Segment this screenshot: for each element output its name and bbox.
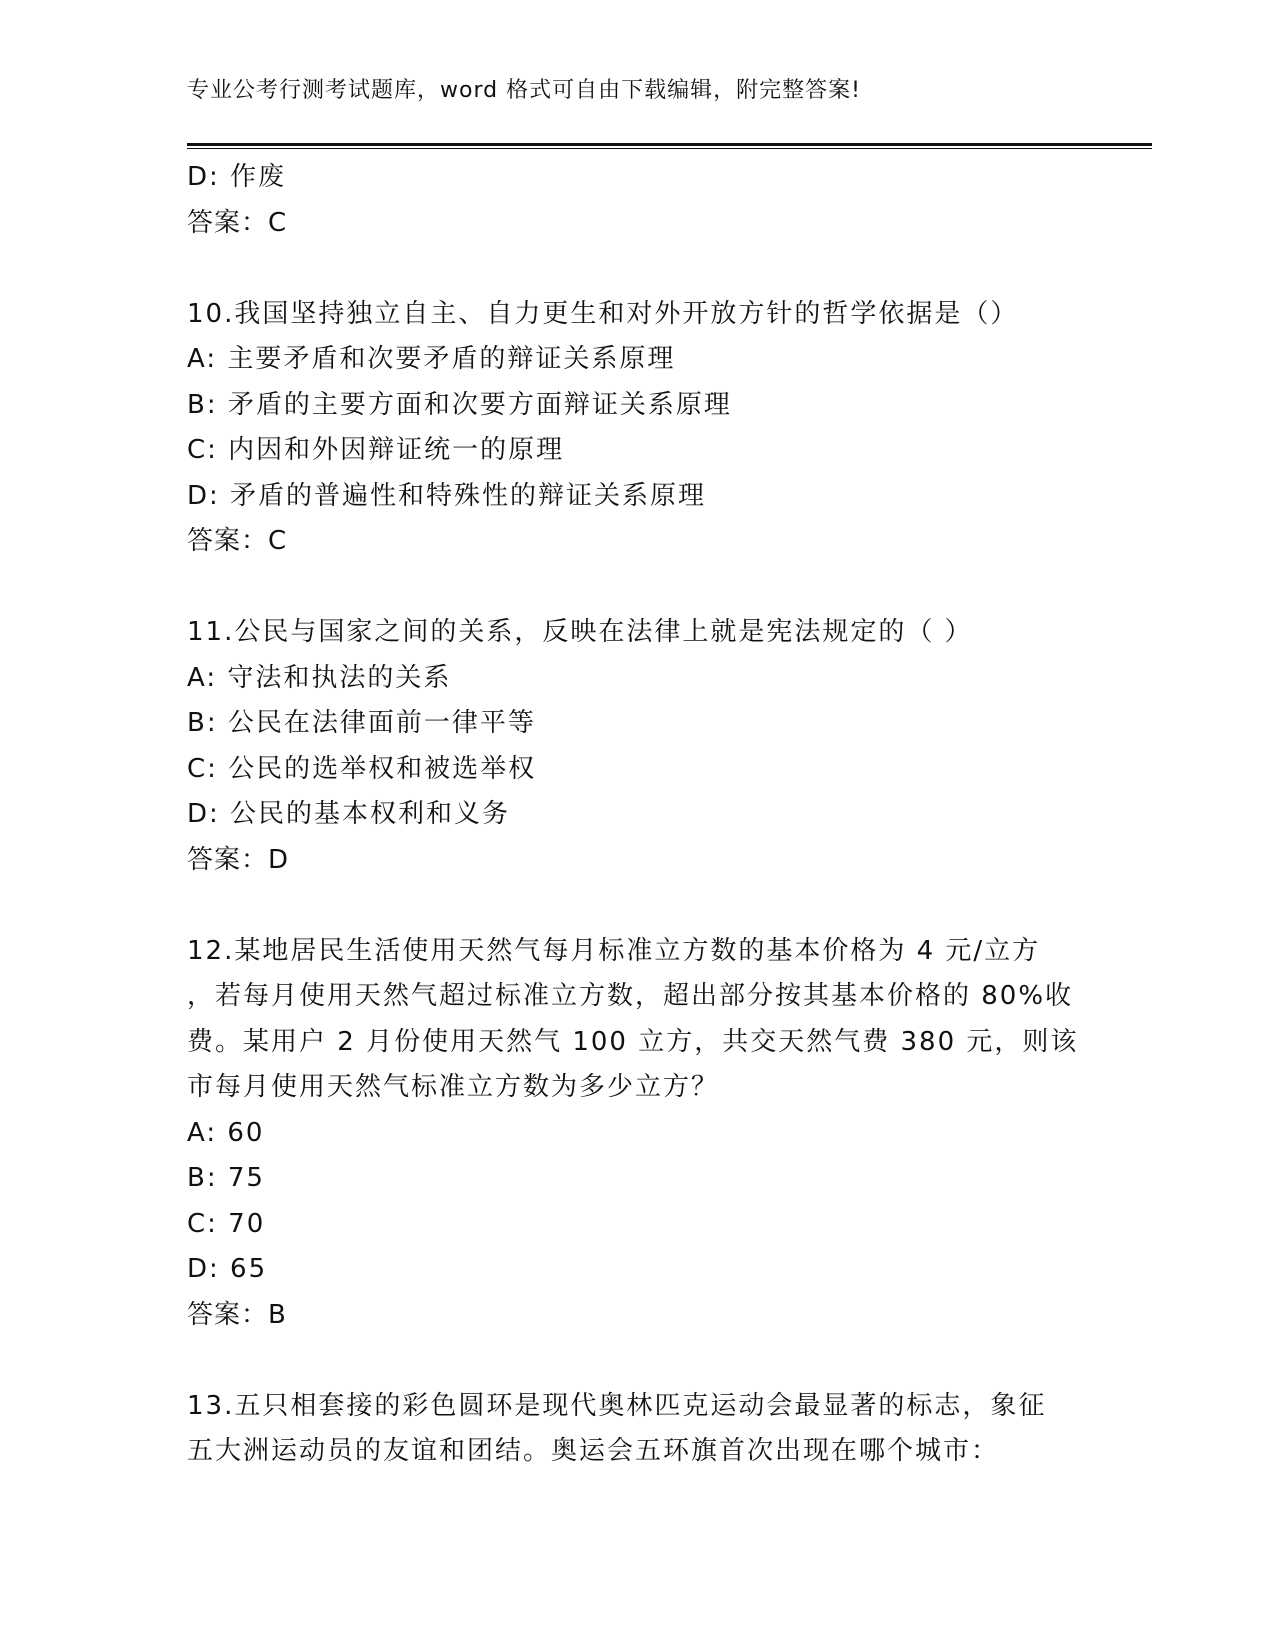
answer: 答案：B [187,1299,287,1330]
header-divider-thick [187,143,1152,146]
option-b: B: 75 [187,1163,265,1193]
option-a: A: 主要矛盾和次要矛盾的辩证关系原理 [187,344,676,374]
option-d: D: 作废 [187,162,287,192]
option-d: D: 矛盾的普遍性和特殊性的辩证关系原理 [187,480,707,511]
option-b: B: 公民在法律面前一律平等 [187,708,536,738]
question-list [187,155,1087,1475]
question-stem: 10.我国坚持独立自主、自力更生和对外开放方针的哲学依据是（） [187,298,1019,329]
option-d: D: 公民的基本权利和义务 [187,799,511,829]
question-stem-line: ，若每月使用天然气超过标准立方数，超出部分按其基本价格的 80%收 [187,981,1074,1011]
question-stem-line: 费。某用户 2 月份使用天然气 100 立方，共交天然气费 380 元，则该 [187,1026,1079,1057]
option-a: A: 60 [187,1117,265,1148]
option-b: B: 矛盾的主要方面和次要方面辩证关系原理 [187,389,732,420]
answer: 答案：C [187,526,288,556]
spacer [187,1338,1087,1384]
question-stem: 11.公民与国家之间的关系，反映在法律上就是宪法规定的（ ） [187,617,973,647]
spacer [187,246,1087,292]
answer: 答案：D [187,844,290,875]
spacer [187,565,1087,611]
option-c: C: 70 [187,1208,266,1239]
answer: 答案：C [187,207,288,238]
spacer [187,883,1087,929]
option-c: C: 内因和外因辩证统一的原理 [187,435,565,465]
question-stem-line: 五大洲运动员的友谊和团结。奥运会五环旗首次出现在哪个城市： [187,1436,1000,1466]
question-stem-line: 市每月使用天然气标准立方数为多少立方？ [187,1072,720,1102]
option-c: C: 公民的选举权和被选举权 [187,753,537,784]
option-a: A: 守法和执法的关系 [187,662,452,693]
header-divider-thin [187,148,1152,149]
question-stem-line: 12.某地居民生活使用天然气每月标准立方数的基本价格为 4 元/立方 [187,935,1041,966]
question-stem-line: 13.五只相套接的彩色圆环是现代奥林匹克运动会最显著的标志，象征 [187,1390,1047,1421]
page-header: 专业公考行测考试题库，word 格式可自由下载编辑，附完整答案! [187,78,861,103]
option-d: D: 65 [187,1254,268,1284]
